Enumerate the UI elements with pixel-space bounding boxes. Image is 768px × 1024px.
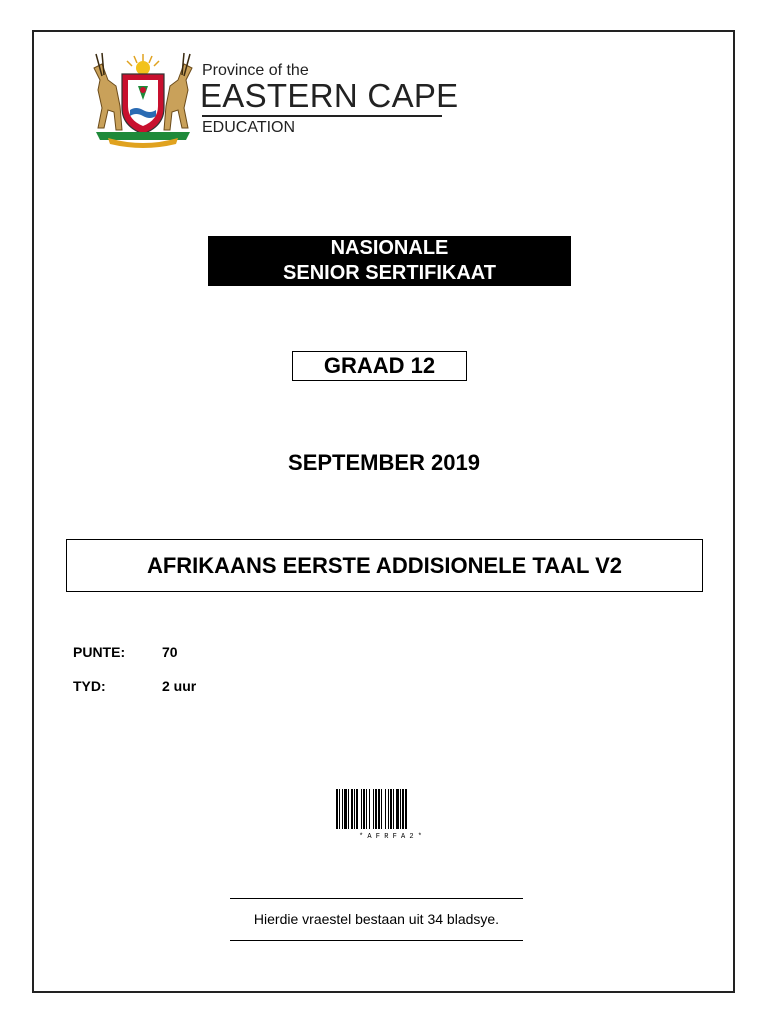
time-label: TYD: — [73, 678, 106, 694]
page-border — [32, 30, 735, 993]
time-value: 2 uur — [162, 678, 197, 694]
province-name: EASTERN CAPE — [200, 77, 459, 114]
barcode-bars — [336, 789, 407, 829]
department-name: EDUCATION — [202, 119, 296, 136]
banner-line-2: SENIOR SERTIFIKAAT — [283, 262, 496, 284]
barcode-text: * A F R F A 2 * — [358, 833, 423, 840]
banner-line-1: NASIONALE — [330, 237, 449, 259]
grade-box: GRAAD 12 — [292, 351, 467, 381]
brand-divider — [202, 115, 442, 117]
province-line: Province of the — [202, 62, 309, 79]
footer-top-rule — [230, 898, 523, 899]
marks-value: 70 — [162, 644, 178, 660]
coat-of-arms-icon — [82, 50, 204, 148]
barcode — [335, 788, 446, 840]
subject-title: AFRIKAANS EERSTE ADDISIONELE TAAL V2 — [66, 539, 703, 592]
footer-bottom-rule — [230, 940, 523, 941]
marks-label: PUNTE: — [73, 644, 126, 660]
exam-date: SEPTEMBER 2019 — [288, 450, 480, 475]
certificate-banner — [208, 236, 571, 286]
page-count-note: Hierdie vraestel bestaan uit 34 bladsye. — [253, 911, 500, 927]
